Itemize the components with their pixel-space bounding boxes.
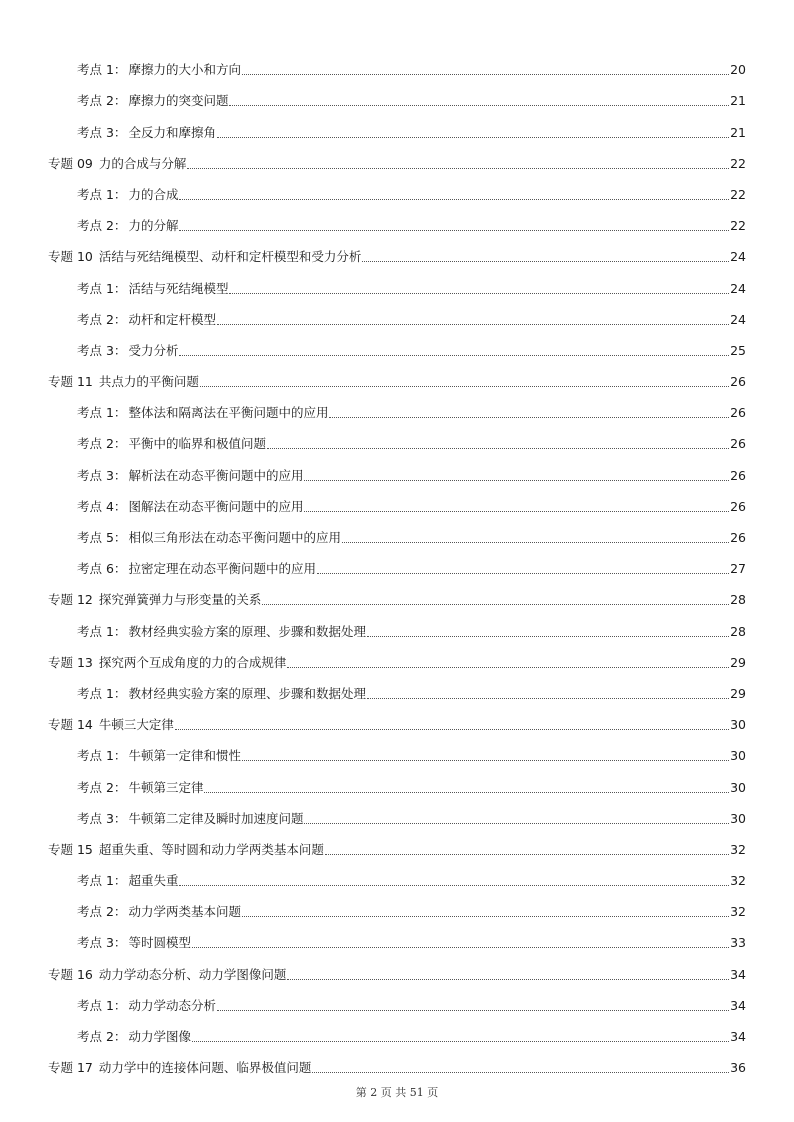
entry-label: 考点 2：: [77, 311, 127, 327]
entry-label: 考点 3：: [77, 467, 127, 483]
entry-title: 力的分解: [128, 218, 179, 234]
toc-chapter-entry[interactable]: [0, 951, 794, 982]
entry-title: 探究两个互成角度的力的合成规律: [98, 654, 287, 670]
entry-title: 超重失重: [128, 873, 179, 889]
entry-page-number: 32: [730, 841, 746, 857]
entry-page-number: 30: [730, 810, 746, 826]
toc-topic-entry[interactable]: [0, 546, 794, 577]
dot-leader: [187, 168, 729, 169]
dot-leader: [304, 480, 729, 481]
entry-title: 全反力和摩擦角: [128, 124, 216, 140]
dot-leader: [304, 823, 729, 824]
entry-label: 专题 15: [48, 841, 93, 857]
entry-title: 牛顿三大定律: [98, 717, 174, 733]
entry-title: 图解法在动态平衡问题中的应用: [128, 498, 304, 514]
toc-topic-entry[interactable]: [0, 920, 794, 951]
entry-title: 相似三角形法在动态平衡问题中的应用: [128, 530, 341, 545]
toc-topic-entry[interactable]: [0, 889, 794, 920]
toc-topic-entry[interactable]: [0, 608, 794, 639]
entry-label: 考点 1：: [77, 997, 127, 1013]
entry-label: 考点 2：: [77, 1029, 127, 1044]
dot-leader: [342, 542, 729, 543]
entry-title: 超重失重、等时圆和动力学两类基本问题: [98, 841, 324, 857]
entry-title: 牛顿第三定律: [128, 779, 204, 795]
entry-title: 教材经典实验方案的原理、步骤和数据处理: [128, 623, 366, 639]
dot-leader: [192, 947, 729, 948]
dot-leader: [200, 386, 729, 387]
toc-topic-entry[interactable]: [0, 203, 794, 234]
entry-title: 探究弹簧弹力与形变量的关系: [98, 592, 262, 608]
entry-title: 活结与死结绳模型、动杆和定杆模型和受力分析: [98, 249, 362, 265]
dot-leader: [242, 74, 729, 75]
page-number-text: 第 2 页 共 51 页: [355, 1086, 439, 1099]
dot-leader: [242, 760, 729, 761]
dot-leader: [317, 573, 729, 574]
entry-title: 平衡中的临界和极值问题: [128, 436, 266, 452]
entry-title: 共点力的平衡问题: [98, 374, 199, 390]
dot-leader: [179, 199, 729, 200]
table-of-contents: [0, 47, 794, 1076]
entry-title: 动杆和定杆模型: [128, 311, 216, 327]
entry-title: 牛顿第二定律及瞬时加速度问题: [128, 810, 304, 826]
dot-leader: [304, 511, 729, 512]
entry-page-number: 34: [730, 966, 746, 982]
dot-leader: [192, 1041, 729, 1042]
entry-title: 解析法在动态平衡问题中的应用: [128, 467, 304, 483]
toc-chapter-entry[interactable]: [0, 359, 794, 390]
entry-label: 专题 09: [48, 155, 93, 171]
entry-page-number: 21: [730, 93, 746, 109]
toc-topic-entry[interactable]: [0, 796, 794, 827]
entry-title: 摩擦力的突变问题: [128, 93, 229, 109]
toc-topic-entry[interactable]: [0, 515, 794, 546]
toc-topic-entry[interactable]: [0, 452, 794, 483]
dot-leader: [175, 729, 729, 730]
toc-topic-entry[interactable]: [0, 390, 794, 421]
entry-page-number: 34: [730, 997, 746, 1013]
entry-label: 专题 12: [48, 592, 93, 608]
dot-leader: [217, 1010, 729, 1011]
entry-title: 摩擦力的大小和方向: [128, 62, 241, 78]
toc-topic-entry[interactable]: [0, 172, 794, 203]
entry-page-number: 27: [730, 561, 746, 577]
entry-page-number: 22: [730, 218, 746, 234]
entry-label: 考点 4：: [77, 498, 127, 514]
entry-page-number: 26: [730, 436, 746, 452]
toc-chapter-entry[interactable]: [0, 234, 794, 265]
entry-page-number: 24: [730, 280, 746, 296]
toc-topic-entry[interactable]: [0, 109, 794, 140]
entry-title: 等时圆模型: [128, 935, 191, 951]
entry-page-number: 26: [730, 405, 746, 421]
entry-page-number: 29: [730, 685, 746, 701]
entry-label: 考点 2：: [77, 218, 127, 234]
entry-label: 考点 1：: [77, 623, 127, 639]
entry-label: 专题 14: [48, 717, 93, 733]
entry-title: 力的合成: [128, 186, 179, 202]
entry-page-number: 34: [730, 1029, 746, 1044]
entry-label: 考点 1：: [77, 280, 127, 296]
dot-leader: [287, 667, 729, 668]
page-footer: [0, 1084, 794, 1100]
entry-page-number: 32: [730, 873, 746, 889]
toc-chapter-entry[interactable]: [0, 827, 794, 858]
entry-label: 考点 3：: [77, 935, 127, 951]
entry-page-number: 29: [730, 654, 746, 670]
toc-topic-entry[interactable]: [0, 1014, 794, 1045]
toc-chapter-entry[interactable]: [0, 1045, 794, 1076]
dot-leader: [329, 417, 729, 418]
toc-topic-entry[interactable]: [0, 297, 794, 328]
toc-topic-entry[interactable]: [0, 421, 794, 452]
dot-leader: [367, 698, 729, 699]
entry-title: 动力学中的连接体问题、临界极值问题: [98, 1060, 312, 1076]
toc-chapter-entry[interactable]: [0, 141, 794, 172]
entry-label: 专题 17: [48, 1060, 93, 1076]
toc-topic-entry[interactable]: [0, 47, 794, 78]
toc-topic-entry[interactable]: [0, 328, 794, 359]
entry-page-number: 26: [730, 530, 746, 545]
entry-title: 动力学两类基本问题: [128, 904, 241, 920]
entry-page-number: 30: [730, 779, 746, 795]
entry-title: 力的合成与分解: [98, 155, 187, 171]
entry-page-number: 30: [730, 717, 746, 733]
entry-label: 考点 1：: [77, 685, 127, 701]
dot-leader: [217, 137, 729, 138]
entry-label: 考点 2：: [77, 779, 127, 795]
entry-label: 考点 1：: [77, 62, 127, 78]
toc-chapter-entry[interactable]: [0, 702, 794, 733]
dot-leader: [229, 105, 729, 106]
entry-page-number: 21: [730, 124, 746, 140]
entry-label: 专题 11: [48, 374, 93, 390]
entry-page-number: 32: [730, 904, 746, 920]
dot-leader: [217, 324, 729, 325]
entry-label: 考点 2：: [77, 93, 127, 109]
toc-topic-entry[interactable]: [0, 858, 794, 889]
entry-label: 考点 5：: [77, 530, 127, 545]
entry-title: 整体法和隔离法在平衡问题中的应用: [128, 405, 329, 421]
entry-page-number: 26: [730, 498, 746, 514]
toc-chapter-entry[interactable]: [0, 640, 794, 671]
entry-label: 考点 6：: [77, 561, 127, 577]
dot-leader: [287, 979, 729, 980]
toc-topic-entry[interactable]: [0, 733, 794, 764]
entry-label: 专题 13: [48, 654, 93, 670]
entry-title: 活结与死结绳模型: [128, 280, 229, 296]
entry-page-number: 20: [730, 62, 746, 78]
entry-page-number: 26: [730, 374, 746, 390]
entry-page-number: 33: [730, 935, 746, 951]
entry-page-number: 25: [730, 342, 746, 358]
dot-leader: [242, 916, 729, 917]
dot-leader: [179, 355, 729, 356]
entry-title: 牛顿第一定律和惯性: [128, 748, 241, 764]
entry-label: 考点 1：: [77, 873, 127, 889]
entry-label: 考点 3：: [77, 342, 127, 358]
toc-topic-entry[interactable]: [0, 78, 794, 109]
entry-page-number: 22: [730, 186, 746, 202]
entry-label: 考点 2：: [77, 436, 127, 452]
entry-title: 动力学动态分析: [128, 997, 216, 1013]
toc-topic-entry[interactable]: [0, 484, 794, 515]
dot-leader: [367, 636, 729, 637]
entry-page-number: 26: [730, 467, 746, 483]
entry-title: 拉密定理在动态平衡问题中的应用: [128, 561, 316, 577]
entry-label: 考点 3：: [77, 810, 127, 826]
entry-label: 专题 10: [48, 249, 93, 265]
toc-topic-entry[interactable]: [0, 764, 794, 795]
dot-leader: [179, 885, 729, 886]
dot-leader: [267, 448, 729, 449]
entry-page-number: 24: [730, 311, 746, 327]
entry-title: 动力学图像: [128, 1029, 191, 1044]
entry-title: 受力分析: [128, 342, 179, 358]
dot-leader: [325, 854, 729, 855]
entry-label: 考点 1：: [77, 748, 127, 764]
dot-leader: [204, 792, 729, 793]
toc-topic-entry[interactable]: [0, 265, 794, 296]
dot-leader: [312, 1072, 729, 1073]
entry-page-number: 22: [730, 155, 746, 171]
entry-label: 考点 3：: [77, 124, 127, 140]
dot-leader: [362, 261, 729, 262]
toc-chapter-entry[interactable]: [0, 577, 794, 608]
entry-label: 专题 16: [48, 966, 93, 982]
entry-label: 考点 1：: [77, 405, 127, 421]
entry-title: 教材经典实验方案的原理、步骤和数据处理: [128, 685, 366, 701]
entry-page-number: 28: [730, 623, 746, 639]
entry-label: 考点 2：: [77, 904, 127, 920]
dot-leader: [229, 293, 729, 294]
toc-topic-entry[interactable]: [0, 671, 794, 702]
entry-label: 考点 1：: [77, 186, 127, 202]
dot-leader: [179, 230, 729, 231]
entry-page-number: 28: [730, 592, 746, 608]
dot-leader: [262, 604, 729, 605]
entry-page-number: 36: [730, 1060, 746, 1076]
entry-page-number: 30: [730, 748, 746, 764]
toc-topic-entry[interactable]: [0, 983, 794, 1014]
entry-title: 动力学动态分析、动力学图像问题: [98, 966, 287, 982]
entry-page-number: 24: [730, 249, 746, 265]
